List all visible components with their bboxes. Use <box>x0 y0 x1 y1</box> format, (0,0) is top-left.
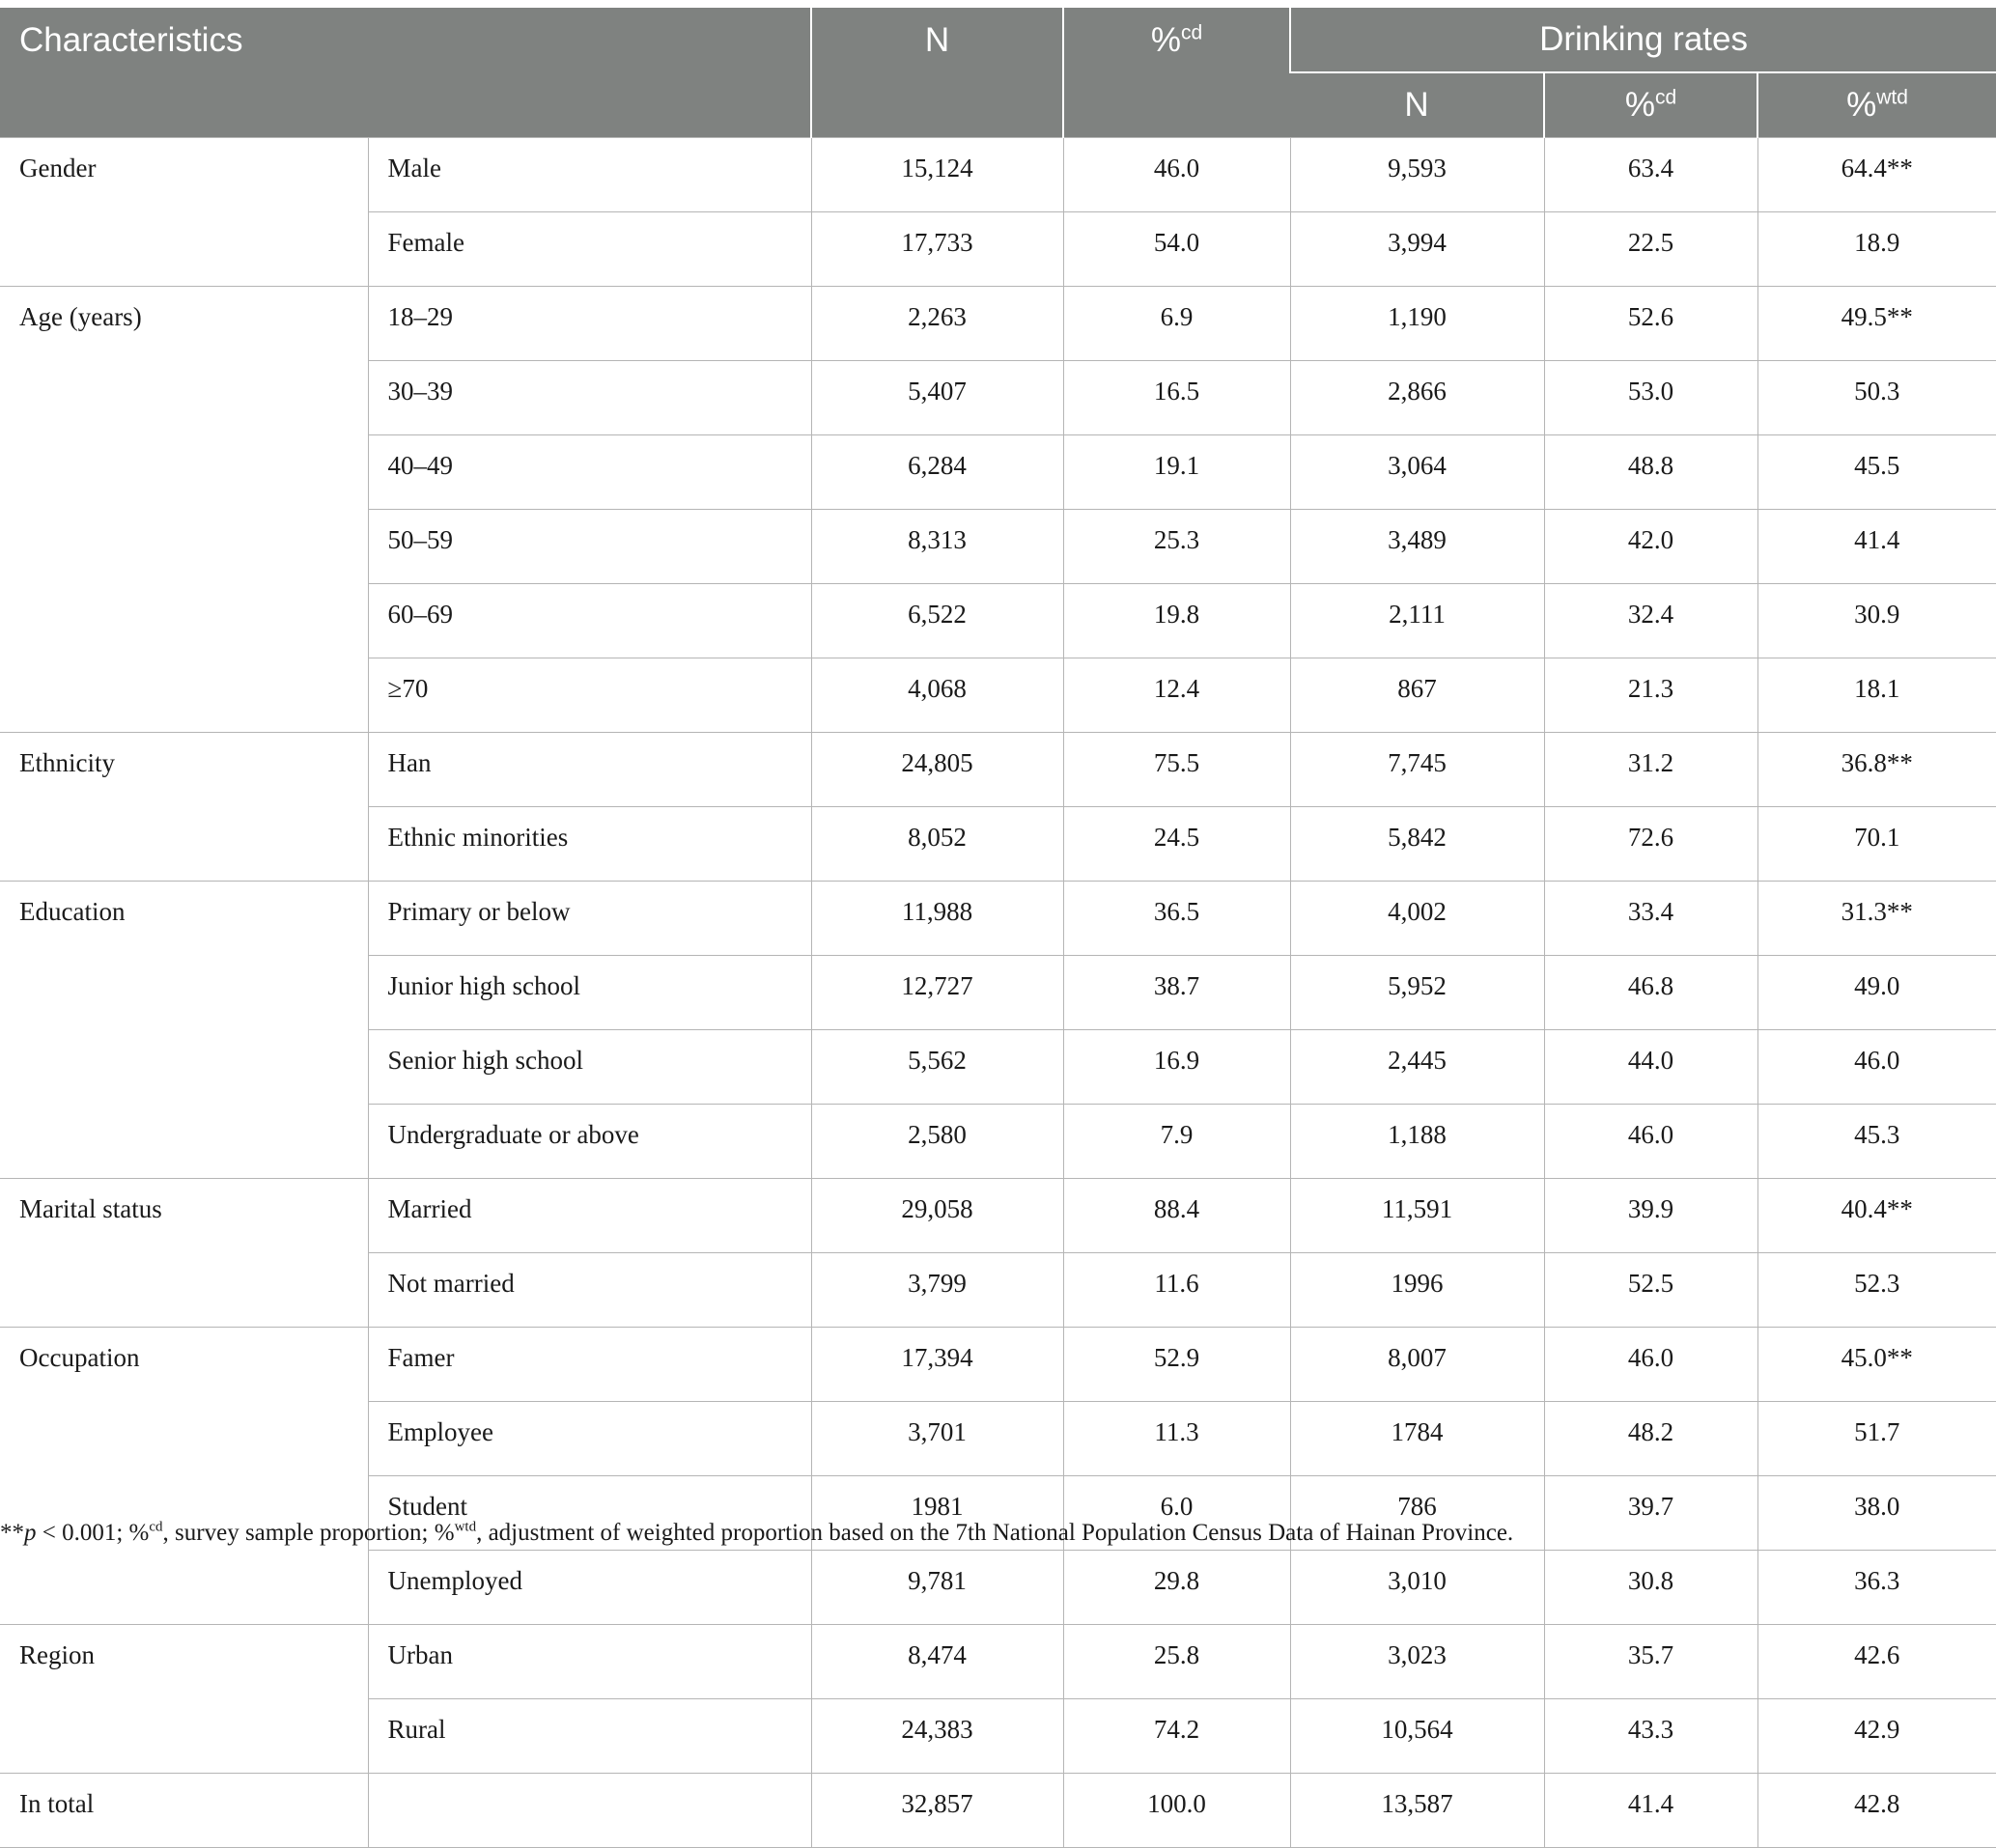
cell-drinking-pct-cd: 46.0 <box>1544 1328 1757 1402</box>
subcategory-label: Senior high school <box>368 1030 811 1105</box>
cell-drinking-pct-wtd: 45.3 <box>1757 1105 1996 1179</box>
header-n: N <box>811 8 1063 138</box>
category-label: Education <box>0 882 368 1179</box>
cell-pct-cd: 100.0 <box>1063 1774 1290 1848</box>
cell-n: 2,580 <box>811 1105 1063 1179</box>
subcategory-label: Undergraduate or above <box>368 1105 811 1179</box>
cell-drinking-pct-cd: 48.2 <box>1544 1402 1757 1476</box>
header-drinking-rates: Drinking rates <box>1290 8 1996 72</box>
cell-pct-cd: 16.9 <box>1063 1030 1290 1105</box>
cell-drinking-n: 786 <box>1290 1476 1544 1551</box>
cell-drinking-n: 3,023 <box>1290 1625 1544 1699</box>
cell-n: 24,383 <box>811 1699 1063 1774</box>
table-row <box>0 1328 1996 1402</box>
cell-drinking-n: 1784 <box>1290 1402 1544 1476</box>
cell-n: 24,805 <box>811 733 1063 807</box>
cell-drinking-n: 10,564 <box>1290 1699 1544 1774</box>
subcategory-label: Han <box>368 733 811 807</box>
cell-pct-cd: 75.5 <box>1063 733 1290 807</box>
cell-n: 5,562 <box>811 1030 1063 1105</box>
subcategory-label: ≥70 <box>368 658 811 733</box>
cell-drinking-n: 7,745 <box>1290 733 1544 807</box>
cell-n: 6,522 <box>811 584 1063 658</box>
cell-pct-cd: 11.6 <box>1063 1253 1290 1328</box>
cell-pct-cd: 38.7 <box>1063 956 1290 1030</box>
header-pct-cd: %$^{cd}$ <box>1063 8 1290 138</box>
cell-drinking-pct-cd: 32.4 <box>1544 584 1757 658</box>
table-row <box>0 733 1996 807</box>
category-label: Gender <box>0 138 368 287</box>
header-drinking-n: N <box>1290 72 1544 138</box>
subcategory-label: 50–59 <box>368 510 811 584</box>
cell-n: 3,799 <box>811 1253 1063 1328</box>
header-drinking-pct-wtd: %$^{wtd}$ <box>1757 72 1996 138</box>
subcategory-label: Junior high school <box>368 956 811 1030</box>
subcategory-label: 18–29 <box>368 287 811 361</box>
subcategory-label: Female <box>368 212 811 287</box>
cell-drinking-n: 9,593 <box>1290 138 1544 212</box>
cell-drinking-pct-wtd: 50.3 <box>1757 361 1996 435</box>
cell-pct-cd: 46.0 <box>1063 138 1290 212</box>
cell-n: 3,701 <box>811 1402 1063 1476</box>
category-label: Age (years) <box>0 287 368 733</box>
cell-n: 11,988 <box>811 882 1063 956</box>
table-row <box>0 138 1996 212</box>
cell-drinking-pct-wtd: 18.1 <box>1757 658 1996 733</box>
cell-drinking-n: 1,188 <box>1290 1105 1544 1179</box>
characteristics-table <box>0 8 1996 1848</box>
subcategory-label: Employee <box>368 1402 811 1476</box>
cell-drinking-pct-wtd: 45.5 <box>1757 435 1996 510</box>
cell-pct-cd: 36.5 <box>1063 882 1290 956</box>
cell-pct-cd: 29.8 <box>1063 1551 1290 1625</box>
subcategory-label: 60–69 <box>368 584 811 658</box>
cell-drinking-pct-wtd: 36.8** <box>1757 733 1996 807</box>
cell-drinking-pct-wtd: 18.9 <box>1757 212 1996 287</box>
cell-drinking-n: 5,842 <box>1290 807 1544 882</box>
cell-drinking-pct-cd: 22.5 <box>1544 212 1757 287</box>
cell-drinking-pct-wtd: 46.0 <box>1757 1030 1996 1105</box>
cell-drinking-n: 1,190 <box>1290 287 1544 361</box>
cell-drinking-n: 1996 <box>1290 1253 1544 1328</box>
cell-pct-cd: 88.4 <box>1063 1179 1290 1253</box>
cell-drinking-pct-cd: 43.3 <box>1544 1699 1757 1774</box>
cell-drinking-pct-cd: 35.7 <box>1544 1625 1757 1699</box>
cell-drinking-n: 11,591 <box>1290 1179 1544 1253</box>
cell-drinking-pct-wtd: 49.5** <box>1757 287 1996 361</box>
cell-drinking-pct-cd: 52.6 <box>1544 287 1757 361</box>
cell-pct-cd: 6.9 <box>1063 287 1290 361</box>
cell-pct-cd: 74.2 <box>1063 1699 1290 1774</box>
cell-drinking-pct-cd: 53.0 <box>1544 361 1757 435</box>
cell-drinking-pct-cd: 33.4 <box>1544 882 1757 956</box>
cell-drinking-pct-wtd: 30.9 <box>1757 584 1996 658</box>
category-label: Region <box>0 1625 368 1774</box>
cell-n: 8,052 <box>811 807 1063 882</box>
subcategory-label: Primary or below <box>368 882 811 956</box>
category-label: Ethnicity <box>0 733 368 882</box>
cell-drinking-pct-cd: 31.2 <box>1544 733 1757 807</box>
subcategory-label: Ethnic minorities <box>368 807 811 882</box>
subcategory-label: 40–49 <box>368 435 811 510</box>
cell-drinking-pct-wtd: 31.3** <box>1757 882 1996 956</box>
cell-n: 15,124 <box>811 138 1063 212</box>
cell-n: 9,781 <box>811 1551 1063 1625</box>
cell-drinking-pct-wtd: 40.4** <box>1757 1179 1996 1253</box>
cell-drinking-pct-wtd: 42.9 <box>1757 1699 1996 1774</box>
cell-drinking-pct-wtd: 51.7 <box>1757 1402 1996 1476</box>
cell-n: 5,407 <box>811 361 1063 435</box>
cell-drinking-pct-cd: 44.0 <box>1544 1030 1757 1105</box>
category-label: Marital status <box>0 1179 368 1328</box>
table-row <box>0 1774 1996 1848</box>
cell-drinking-pct-cd: 63.4 <box>1544 138 1757 212</box>
table-row <box>0 287 1996 361</box>
cell-drinking-pct-wtd: 42.8 <box>1757 1774 1996 1848</box>
table-footnote: **p < 0.001; %$^{cd}$, survey sample proportion; %$^{wtd}$, adjustment of weighted proportion based on the 7th National Population Census Data of Hainan Province. <box>0 1519 1514 1546</box>
cell-pct-cd: 16.5 <box>1063 361 1290 435</box>
cell-drinking-pct-cd: 30.8 <box>1544 1551 1757 1625</box>
cell-n: 29,058 <box>811 1179 1063 1253</box>
cell-pct-cd: 7.9 <box>1063 1105 1290 1179</box>
cell-drinking-pct-wtd: 70.1 <box>1757 807 1996 882</box>
cell-n: 2,263 <box>811 287 1063 361</box>
cell-drinking-n: 2,866 <box>1290 361 1544 435</box>
cell-pct-cd: 25.3 <box>1063 510 1290 584</box>
cell-n: 1981 <box>811 1476 1063 1551</box>
table-header <box>0 8 1996 138</box>
cell-drinking-n: 8,007 <box>1290 1328 1544 1402</box>
subcategory-label: Unemployed <box>368 1551 811 1625</box>
cell-pct-cd: 52.9 <box>1063 1328 1290 1402</box>
subcategory-label: Famer <box>368 1328 811 1402</box>
cell-n: 8,474 <box>811 1625 1063 1699</box>
subcategory-label: Urban <box>368 1625 811 1699</box>
cell-drinking-n: 3,994 <box>1290 212 1544 287</box>
cell-drinking-pct-cd: 41.4 <box>1544 1774 1757 1848</box>
cell-pct-cd: 54.0 <box>1063 212 1290 287</box>
cell-drinking-pct-wtd: 42.6 <box>1757 1625 1996 1699</box>
cell-n: 8,313 <box>811 510 1063 584</box>
table-row <box>0 882 1996 956</box>
category-label: Occupation <box>0 1328 368 1625</box>
table-row <box>0 1179 1996 1253</box>
cell-drinking-n: 867 <box>1290 658 1544 733</box>
cell-pct-cd: 19.1 <box>1063 435 1290 510</box>
cell-drinking-n: 3,064 <box>1290 435 1544 510</box>
subcategory-label: 30–39 <box>368 361 811 435</box>
cell-pct-cd: 24.5 <box>1063 807 1290 882</box>
cell-drinking-n: 2,111 <box>1290 584 1544 658</box>
cell-drinking-n: 2,445 <box>1290 1030 1544 1105</box>
cell-drinking-pct-wtd: 64.4** <box>1757 138 1996 212</box>
cell-drinking-pct-cd: 21.3 <box>1544 658 1757 733</box>
cell-n: 32,857 <box>811 1774 1063 1848</box>
subcategory-label <box>368 1774 811 1848</box>
subcategory-label: Not married <box>368 1253 811 1328</box>
subcategory-label: Male <box>368 138 811 212</box>
table-body <box>0 138 1996 1848</box>
cell-drinking-n: 3,010 <box>1290 1551 1544 1625</box>
cell-pct-cd: 25.8 <box>1063 1625 1290 1699</box>
table-container <box>0 8 1996 1848</box>
cell-drinking-n: 5,952 <box>1290 956 1544 1030</box>
cell-n: 17,733 <box>811 212 1063 287</box>
subcategory-label: Married <box>368 1179 811 1253</box>
cell-drinking-n: 3,489 <box>1290 510 1544 584</box>
cell-pct-cd: 11.3 <box>1063 1402 1290 1476</box>
subcategory-label: Student <box>368 1476 811 1551</box>
cell-drinking-pct-wtd: 41.4 <box>1757 510 1996 584</box>
cell-drinking-pct-wtd: 36.3 <box>1757 1551 1996 1625</box>
table-row <box>0 1625 1996 1699</box>
header-drinking-pct-cd: %$^{cd}$ <box>1544 72 1757 138</box>
cell-drinking-pct-cd: 39.7 <box>1544 1476 1757 1551</box>
cell-drinking-n: 13,587 <box>1290 1774 1544 1848</box>
cell-drinking-pct-wtd: 52.3 <box>1757 1253 1996 1328</box>
cell-drinking-pct-wtd: 49.0 <box>1757 956 1996 1030</box>
cell-drinking-pct-cd: 46.8 <box>1544 956 1757 1030</box>
cell-n: 12,727 <box>811 956 1063 1030</box>
header-characteristics: Characteristics <box>0 8 811 138</box>
cell-drinking-pct-cd: 48.8 <box>1544 435 1757 510</box>
cell-drinking-pct-cd: 72.6 <box>1544 807 1757 882</box>
cell-drinking-pct-cd: 46.0 <box>1544 1105 1757 1179</box>
category-label: In total <box>0 1774 368 1848</box>
cell-n: 6,284 <box>811 435 1063 510</box>
cell-drinking-pct-cd: 39.9 <box>1544 1179 1757 1253</box>
cell-drinking-pct-wtd: 45.0** <box>1757 1328 1996 1402</box>
cell-pct-cd: 6.0 <box>1063 1476 1290 1551</box>
cell-drinking-n: 4,002 <box>1290 882 1544 956</box>
cell-n: 4,068 <box>811 658 1063 733</box>
cell-drinking-pct-wtd: 38.0 <box>1757 1476 1996 1551</box>
cell-pct-cd: 12.4 <box>1063 658 1290 733</box>
cell-n: 17,394 <box>811 1328 1063 1402</box>
cell-pct-cd: 19.8 <box>1063 584 1290 658</box>
cell-drinking-pct-cd: 52.5 <box>1544 1253 1757 1328</box>
subcategory-label: Rural <box>368 1699 811 1774</box>
cell-drinking-pct-cd: 42.0 <box>1544 510 1757 584</box>
